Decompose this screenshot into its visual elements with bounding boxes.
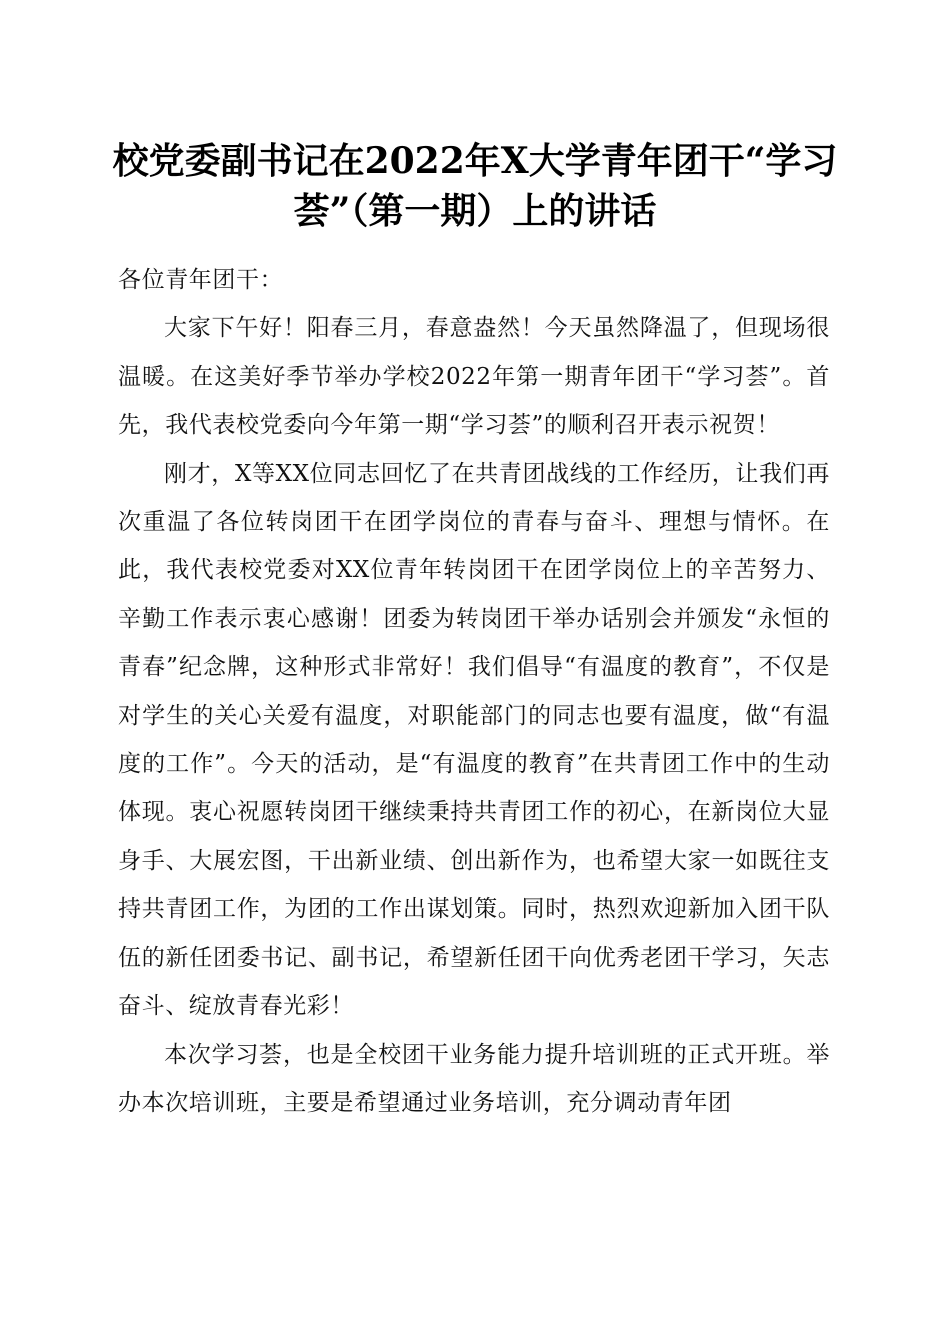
paragraph-1: 大家下午好！阳春三月，春意盎然！今天虽然降温了，但现场很温暖。在这美好季节举办学校2022年第一期青年团干“学习荟”。首先，我代表校党委向今年第一期“学习荟”的顺利召开表示祝贺！	[118, 315, 830, 439]
document-body	[118, 256, 830, 1127]
paragraph-2: 刚才，X等XX位同志回忆了在共青团战线的工作经历，让我们再次重温了各位转岗团干在团学岗位的青春与奋斗、理想与情怀。在此，我代表校党委对XX位青年转岗团干在团学岗位上的辛苦努力、辛勤工作表示衷心感谢！团委为转岗团干举办话别会并颁发“永恒的青春”纪念牌，这种形式非常好！我们倡导“有温度的教育”，不仅是对学生的关心关爱有温度，对职能部门的同志也要有温度，做“有温度的工作”。今天的活动，是“有温度的教育”在共青团工作中的生动体现。衷心祝愿转岗团干继续秉持共青团工作的初心，在新岗位大显身手、大展宏图，干出新业绩、创出新作为，也希望大家一如既往支持共青团工作，为团的工作出谋划策。同时，热烈欢迎新加入团干队伍的新任团委书记、副书记，希望新任团干向优秀老团干学习，矢志奋斗、绽放青春光彩！	[118, 460, 830, 1020]
paragraph-3: 本次学习荟，也是全校团干业务能力提升培训班的正式开班。举办本次培训班，主要是希望通过业务培训，充分调动青年团	[118, 1041, 830, 1116]
salutation: 各位青年团干：	[118, 267, 284, 293]
document-title: 校党委副书记在2022年X大学青年团干“学习荟”（第一期）上的讲话	[112, 140, 838, 232]
